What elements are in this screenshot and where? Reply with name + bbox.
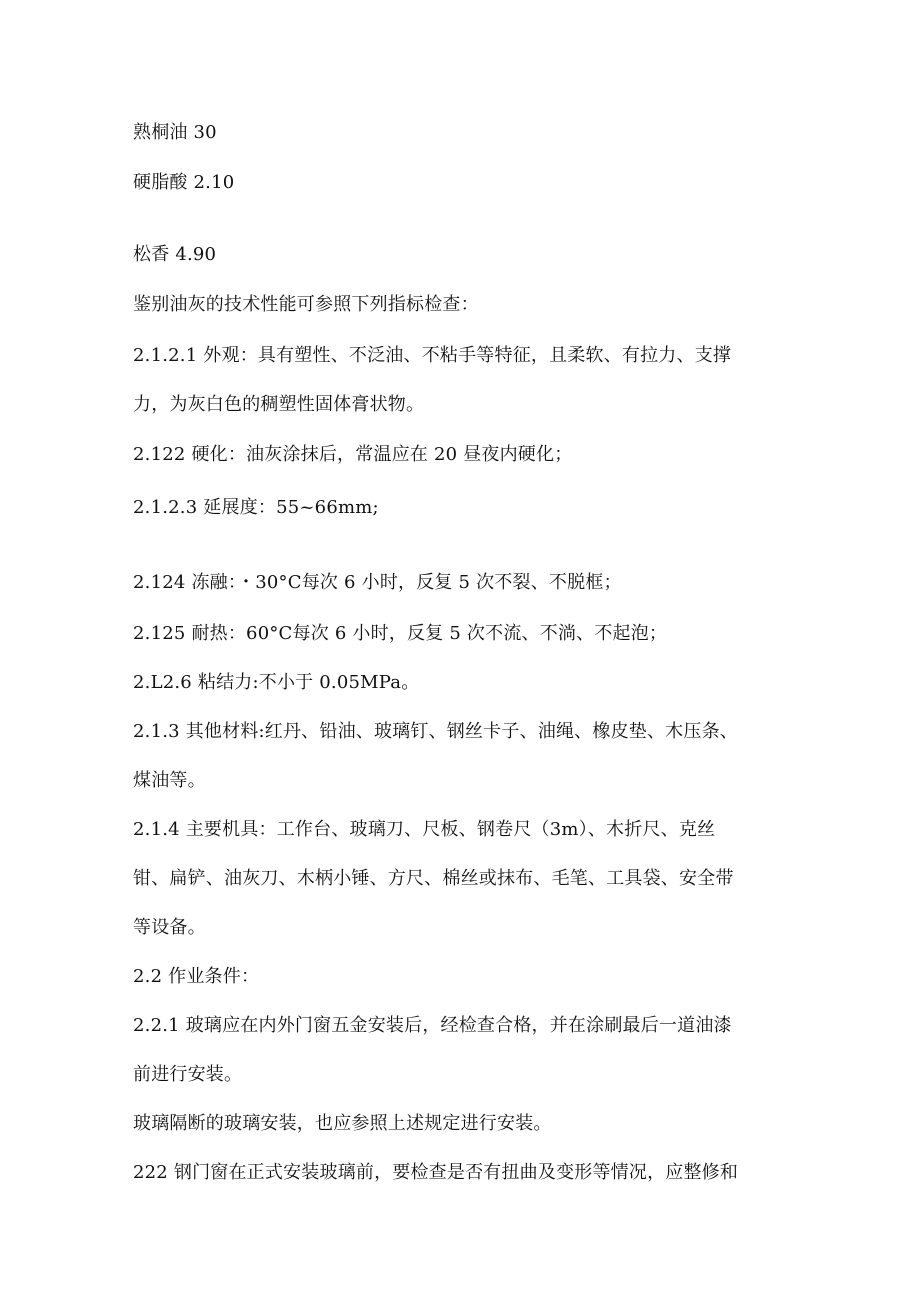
text-line: 2.2 作业条件： [133,966,260,987]
text-line: 钳、扁铲、油灰刀、木柄小锤、方尺、棉丝或抹布、毛笔、工具袋、安全带 [133,868,734,889]
text-line: 玻璃隔断的玻璃安装，也应参照上述规定进行安装。 [133,1113,552,1134]
text-line: 2.1.3 其他材料:红丹、铅油、玻璃钉、钢丝卡子、油绳、橡皮垫、木压条、 [133,721,738,742]
text-line: 煤油等。 [133,770,206,791]
text-line: 松香 4.90 [133,244,217,265]
text-line: 硬脂酸 2.10 [133,172,235,193]
text-line: 鉴别油灰的技术性能可参照下列指标检查： [133,294,479,315]
text-line: 2.125 耐热：60°C每次 6 小时，反复 5 次不流、不淌、不起泡； [133,623,668,644]
text-line: 2.124 冻融：・30°C每次 6 小时，反复 5 次不裂、不脱框； [133,572,622,593]
text-line: 2.122 硬化：油灰涂抹后，常温应在 20 昼夜内硬化； [133,444,573,465]
text-line: 222 钢门窗在正式安装玻璃前，要检查是否有扭曲及变形等情况，应整修和 [133,1162,739,1183]
text-line: 等设备。 [133,917,206,938]
text-line: 前进行安装。 [133,1064,243,1085]
text-line: 2.1.2.3 延展度：55~66mm; [133,497,379,518]
text-line: 2.1.2.1 外观：具有塑性、不泛油、不粘手等特征，且柔软、有拉力、支撑 [133,345,732,366]
text-line: 力，为灰白色的稠塑性固体膏状物。 [133,394,425,415]
text-line: 2.L2.6 粘结力:不小于 0.05MPa。 [133,672,420,693]
text-line: 熟桐油 30 [133,122,217,143]
text-line: 2.2.1 玻璃应在内外门窗五金安装后，经检查合格，并在涂刷最后一道油漆 [133,1015,732,1036]
text-line: 2.1.4 主要机具：工作台、玻璃刀、尺板、钢卷尺（3m）、木折尺、克丝 [133,819,716,840]
